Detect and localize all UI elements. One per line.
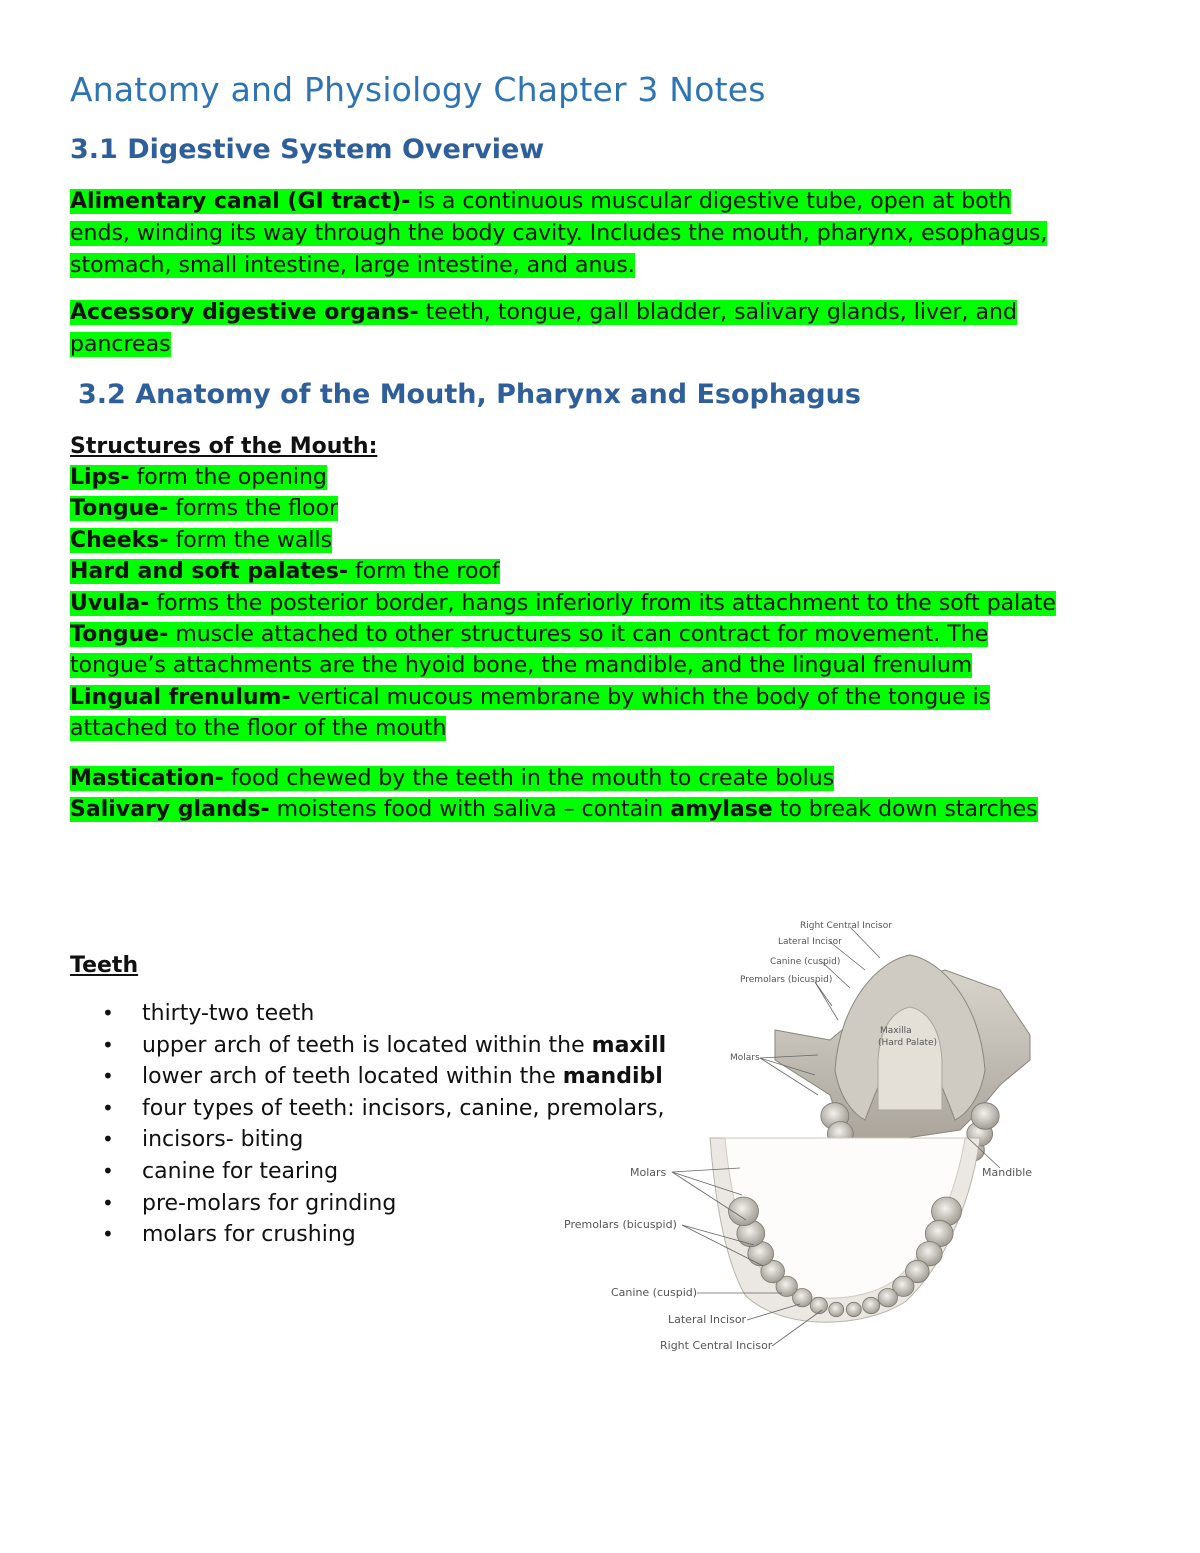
label-canine-upper: Canine (cuspid) bbox=[770, 957, 841, 967]
section-heading-3-1: 3.1 Digestive System Overview bbox=[70, 134, 545, 165]
label-canine-lower: Canine (cuspid) bbox=[611, 1286, 698, 1299]
section-heading-3-2: 3.2 Anatomy of the Mouth, Pharynx and Esophagus bbox=[78, 379, 861, 410]
structures-subheading: Structures of the Mouth: bbox=[70, 434, 378, 459]
teeth-list-item: • four types of teeth: incisors, canine, premolars, bbox=[70, 1093, 702, 1125]
mouth-structure-line: Hard and soft palates- form the roof bbox=[70, 559, 500, 585]
teeth-list-item: • molars for crushing bbox=[70, 1219, 702, 1251]
label-molars-lower: Molars bbox=[630, 1166, 667, 1179]
teeth-list-item: • thirty-two teeth bbox=[70, 998, 702, 1030]
mouth-structure-line: tongue’s attachments are the hyoid bone, the mandible, and the lingual frenulum bbox=[70, 653, 973, 679]
upper-tooth bbox=[971, 1103, 999, 1130]
mouth-structure-line: Tongue- muscle attached to other structures so it can contract for movement. The bbox=[70, 622, 989, 647]
lower-tooth bbox=[810, 1297, 827, 1313]
hard-palate-label: (Hard Palate) bbox=[878, 1038, 938, 1048]
mouth-structure-line: Uvula- forms the posterior border, hangs inferiorly from its attachment to the soft palate bbox=[70, 590, 1056, 616]
teeth-heading: Teeth bbox=[70, 953, 139, 978]
lower-tooth bbox=[878, 1289, 897, 1307]
maxilla-label: Maxilla bbox=[880, 1026, 912, 1036]
mouth-structure-line: Cheeks- form the walls bbox=[70, 527, 333, 553]
lower-tooth bbox=[829, 1302, 844, 1316]
mouth-structure-line: Tongue- forms the floor bbox=[70, 496, 338, 522]
paragraph-accessory-organs: Accessory digestive organs- teeth, tongue, gall bladder, salivary glands, liver, and pancreas bbox=[70, 300, 1017, 357]
mouth-structure-line: Lips- form the opening bbox=[70, 465, 327, 490]
mouth-structure-line: Lingual frenulum- vertical mucous membrane by which the body of the tongue is bbox=[70, 684, 991, 710]
label-lateral-incisor-upper: Lateral Incisor bbox=[778, 937, 842, 947]
lower-tooth bbox=[863, 1297, 880, 1313]
dental-arches-figure bbox=[560, 910, 1060, 1360]
mouth-structure-line: attached to the floor of the mouth bbox=[70, 716, 447, 742]
teeth-list-item: • lower arch of teeth located within the mandibl bbox=[70, 1061, 702, 1093]
label-right-central-incisor-lower: Right Central Incisor bbox=[660, 1339, 773, 1352]
label-premolars-lower: Premolars (bicuspid) bbox=[564, 1218, 677, 1231]
term: Alimentary canal (GI tract)- bbox=[70, 189, 411, 214]
label-right-central-incisor-upper: Right Central Incisor bbox=[800, 921, 892, 931]
teeth-list-item: • pre-molars for grinding bbox=[70, 1188, 702, 1220]
label-mandible: Mandible bbox=[982, 1166, 1033, 1179]
lower-arch bbox=[710, 1138, 980, 1322]
label-lateral-incisor-lower: Lateral Incisor bbox=[668, 1313, 747, 1326]
teeth-list-item: • upper arch of teeth is located within the maxill bbox=[70, 1030, 702, 1062]
label-premolars-upper: Premolars (bicuspid) bbox=[740, 975, 833, 985]
teeth-list-item: • incisors- biting bbox=[70, 1124, 702, 1156]
term: Accessory digestive organs- bbox=[70, 300, 419, 325]
salivary-line: Salivary glands- moistens food with saliva – contain amylase to break down starches bbox=[70, 797, 1038, 822]
teeth-list-item: • canine for tearing bbox=[70, 1156, 702, 1188]
label-molars-upper: Molars bbox=[730, 1053, 760, 1063]
mastication-line: Mastication- food chewed by the teeth in the mouth to create bolus bbox=[70, 766, 835, 791]
paragraph-alimentary-canal: Alimentary canal (GI tract)- is a continuous muscular digestive tube, open at both ends, winding its way through the body cavity. Includes the mouth, pharynx, esophagus, stomach, small intestine, large intestine, and anus. bbox=[70, 189, 1048, 278]
lower-tooth bbox=[846, 1302, 861, 1316]
document-title: Anatomy and Physiology Chapter 3 Notes bbox=[70, 70, 766, 109]
